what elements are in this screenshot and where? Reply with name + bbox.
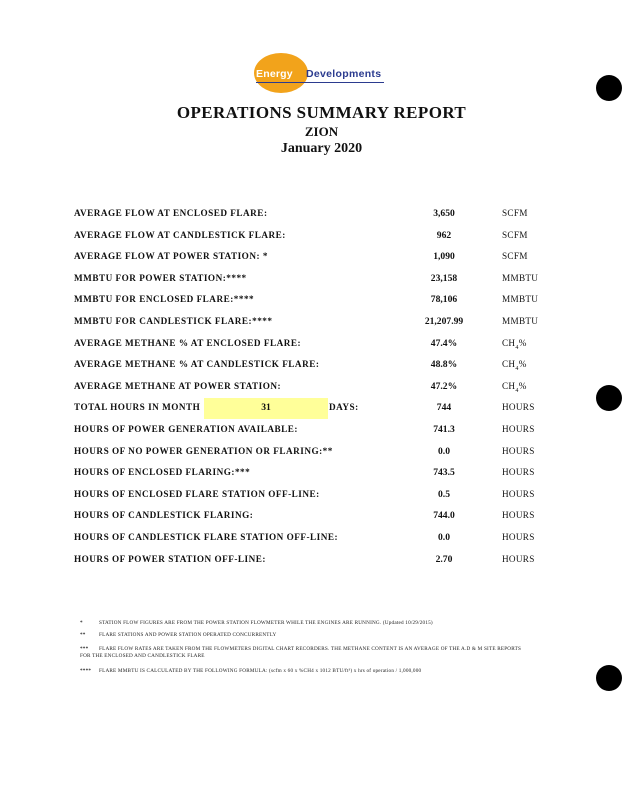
unit-text: SCFM [502,208,528,218]
unit-text: HOURS [502,532,535,542]
row-value: 78,106 [430,294,458,306]
row-value: 2.70 [435,553,453,565]
row-value: 1,090 [433,251,455,263]
table-row [0,251,643,269]
footnote-text: FLARE MMBTU IS CALCULATED BY THE FOLLOWING FORMULA: (scfm x 60 x %CH4 x 1012 BTU/ft³) x hrs of operation / 1,000,000 [99,668,422,674]
row-value: 0.5 [438,488,450,500]
row-unit [502,208,528,218]
row-value: 962 [436,229,452,241]
unit-tail: % [518,380,527,391]
table-row [0,424,643,442]
report-site: ZION [304,124,339,139]
footnote-mark: ** [80,632,86,638]
table-row [0,208,643,226]
row-unit [502,316,538,326]
row-value: 47.4% [430,337,458,349]
footnote-mark: * [80,620,83,626]
row-value: 741.3 [433,424,455,435]
unit-text: HOURS [502,553,535,564]
row-label: MMBTU FOR POWER STATION:**** [74,272,247,283]
row-label: HOURS OF ENCLOSED FLARING:*** [74,467,251,478]
row-label: HOURS OF POWER GENERATION AVAILABLE: [74,424,298,434]
row-unit [502,230,528,240]
footnote-text: FLARE FLOW RATES ARE TAKEN FROM THE FLOWMETERS DIGITAL CHART RECORDERS. THE METHANE CONTENT IS AN AVERAGE OF THE A.D & M SITE REPORTS [99,646,522,652]
row-value: 21,207.99 [424,316,464,327]
row-label: MMBTU FOR ENCLOSED FLARE:**** [74,294,255,305]
days-in-month-value: 31 [261,402,271,414]
table-row [0,273,643,291]
footnote-mark: **** [80,668,92,674]
row-unit [502,338,527,351]
row-value: 3,650 [433,208,455,219]
unit-tail: % [518,337,527,348]
row-label: AVERAGE METHANE % AT ENCLOSED FLARE: [74,337,302,348]
unit-text: CH [502,337,516,348]
row-unit [502,446,535,456]
row-value: 743.5 [433,467,455,479]
row-label: HOURS OF CANDLESTICK FLARING: [74,510,254,521]
table-row [0,532,643,550]
unit-text: CH [502,380,516,391]
unit-subscript: 4 [515,387,519,394]
row-value: 47.2% [430,380,458,392]
row-label: TOTAL HOURS IN MONTH [74,402,201,413]
row-unit [502,359,527,372]
row-label: AVERAGE METHANE AT POWER STATION: [74,380,282,391]
row-value: 23,158 [430,272,458,284]
unit-text: CH [502,359,516,370]
row-value: 0.0 [438,532,450,543]
unit-tail: % [518,359,527,370]
report-title: OPERATIONS SUMMARY REPORT [176,103,467,122]
row-unit [502,424,535,434]
unit-text: HOURS [502,510,535,521]
unit-text: HOURS [502,402,535,413]
row-value: 744 [436,402,452,414]
unit-text: HOURS [502,445,535,456]
row-unit [502,251,528,261]
days-label: DAYS: [329,402,359,413]
table-row [0,338,643,356]
table-row [0,402,643,420]
punch-hole-bottom [596,665,622,691]
row-label: HOURS OF CANDLESTICK FLARE STATION OFF-LINE: [74,532,339,542]
footnote-text-block [80,646,579,660]
row-unit [502,273,538,283]
table-row [0,316,643,334]
row-unit [502,402,535,412]
row-unit [502,294,538,304]
row-value: 744.0 [433,510,455,522]
unit-text: MMBTU [502,316,539,326]
row-unit [502,532,535,542]
unit-text: SCFM [502,229,528,240]
report-period: January 2020 [280,141,363,156]
row-label: AVERAGE METHANE % AT CANDLESTICK FLARE: [74,359,320,370]
footnote-mark: *** [80,646,89,652]
row-label: AVERAGE FLOW AT CANDLESTICK FLARE: [74,229,286,240]
row-unit [502,467,535,477]
footnote-text: STATION FLOW FIGURES ARE FROM THE POWER STATION FLOWMETER WHILE THE ENGINES ARE RUNNING. (Updated 10/29/2015) [99,620,433,626]
unit-subscript: 4 [515,344,519,351]
table-row [0,510,643,528]
row-label: HOURS OF ENCLOSED FLARE STATION OFF-LINE: [74,488,320,499]
row-unit [502,510,535,520]
row-unit [502,554,535,564]
logo-underline [256,82,384,83]
table-row [0,230,643,248]
row-value: 0.0 [438,445,450,457]
table-row [0,467,643,485]
footnote-text-continued: FOR THE ENCLOSED AND CANDLESTICK FLARE [80,653,205,659]
table-row [0,489,643,507]
logo-word-energy: Energy [256,68,293,80]
footnote-text: FLARE STATIONS AND POWER STATION OPERATED CONCURRENTLY [99,632,277,638]
row-unit [502,489,535,499]
row-label: HOURS OF NO POWER GENERATION OR FLARING:** [74,445,333,456]
row-value: 48.8% [430,359,458,371]
unit-text: SCFM [502,251,528,262]
table-row [0,381,643,399]
table-row [0,294,643,312]
row-label: AVERAGE FLOW AT ENCLOSED FLARE: [74,208,268,218]
table-row [0,359,643,377]
unit-text: MMBTU [502,272,539,283]
company-logo [248,53,388,95]
row-label: AVERAGE FLOW AT POWER STATION: * [74,251,268,262]
unit-text: MMBTU [502,294,539,305]
row-label: HOURS OF POWER STATION OFF-LINE: [74,553,266,564]
unit-text: HOURS [502,467,535,478]
logo-word-developments: Developments [306,68,382,80]
unit-text: HOURS [502,424,535,434]
table-row [0,554,643,572]
row-label: MMBTU FOR CANDLESTICK FLARE:**** [74,316,273,326]
unit-text: HOURS [502,488,535,499]
unit-subscript: 4 [515,366,519,373]
row-unit [502,381,527,394]
table-row [0,446,643,464]
punch-hole-top [596,75,622,101]
